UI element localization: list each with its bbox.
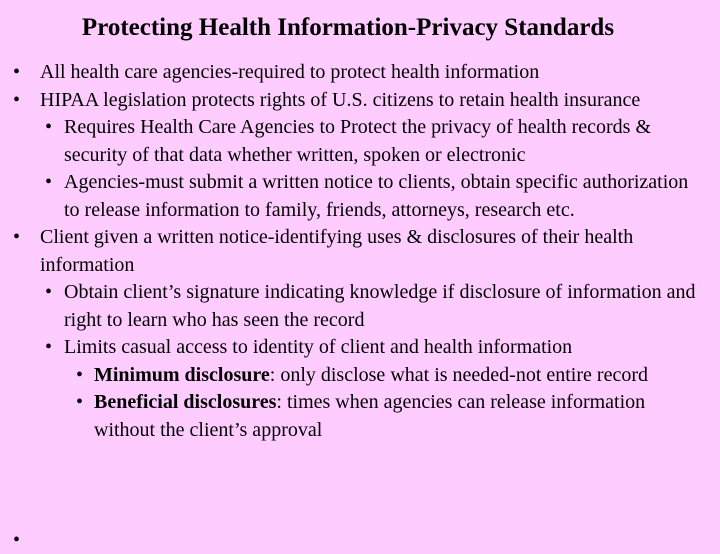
list-item-text: Requires Health Care Agencies to Protect the privacy of health records & security of that data whether written, spoken or electronic	[64, 116, 652, 166]
bullet-icon: •	[76, 391, 84, 413]
list-item-text: Client given a written notice-identifying uses & disclosures of their health information	[40, 226, 634, 276]
bullet-icon: •	[76, 363, 84, 386]
bullet-icon: •	[13, 61, 21, 83]
list-item	[32, 334, 706, 444]
list-item	[32, 169, 706, 224]
sub-list	[32, 114, 706, 224]
empty-bullet-icon: •	[13, 529, 21, 551]
list-item	[0, 87, 706, 225]
term-label: Beneficial disclosures	[94, 391, 277, 413]
list-item-text: : only disclose what is needed-not entire record	[269, 363, 648, 386]
bullet-icon: •	[13, 226, 21, 248]
list-item-text: All health care agencies-required to protect health information	[40, 61, 540, 83]
bullet-icon: •	[45, 171, 53, 193]
list-item	[32, 114, 706, 169]
list-item	[32, 279, 706, 334]
bullet-list	[0, 59, 720, 444]
list-item-text: Limits casual access to identity of client and health information	[64, 336, 573, 358]
bullet-icon: •	[45, 281, 53, 303]
term-label: Minimum disclosure	[94, 363, 270, 386]
list-item-text: HIPAA legislation protects rights of U.S. citizens to retain health insurance	[40, 88, 641, 111]
list-item-text: Obtain client’s signature indicating knowledge if disclosure of information and right to learn who has seen the record	[64, 281, 696, 331]
bullet-icon: •	[45, 116, 53, 138]
list-item	[63, 389, 706, 444]
list-item	[0, 59, 706, 87]
list-item	[63, 362, 706, 390]
sub-list	[32, 279, 706, 444]
list-item	[0, 224, 706, 444]
slide-title: Protecting Health Information-Privacy Standards	[81, 14, 615, 41]
bullet-icon: •	[13, 88, 21, 111]
list-item-text: Agencies-must submit a written notice to clients, obtain specific authorization to release information to family, friends, attorneys, research etc.	[64, 171, 689, 221]
sub-list	[63, 362, 706, 445]
bullet-icon: •	[45, 336, 53, 358]
list-item-text: : times when agencies can release information without the client’s approval	[94, 391, 646, 441]
